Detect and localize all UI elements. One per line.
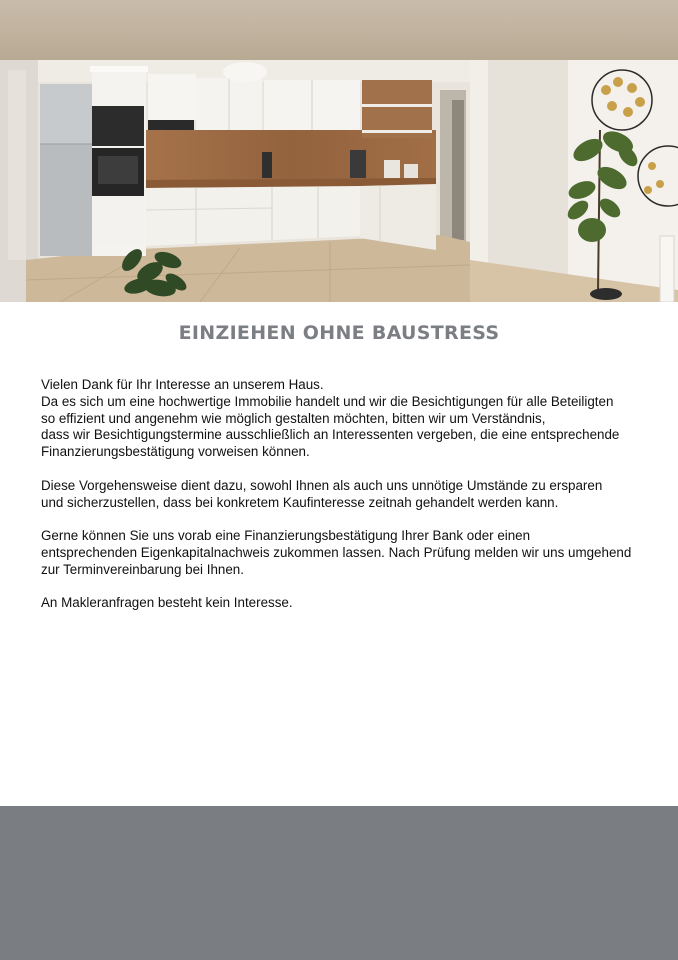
header-band	[0, 0, 678, 60]
paragraph	[41, 377, 651, 461]
text-line: An Makleranfragen besteht kein Interesse.	[41, 595, 293, 611]
paragraph	[41, 528, 651, 578]
body-text	[41, 377, 651, 629]
text-line: dass wir Besichtigungstermine ausschließlich an Interessenten vergeben, die eine entsprechende	[41, 427, 620, 443]
text-line: Diese Vorgehensweise dient dazu, sowohl Ihnen als auch uns unnötige Umstände zu ersparen	[41, 477, 603, 493]
page-title: EINZIEHEN OHNE BAUSTRESS	[178, 322, 500, 344]
paragraph	[41, 595, 651, 612]
footer-band	[0, 806, 678, 960]
text-line: Vielen Dank für Ihr Interesse an unserem Haus.	[41, 377, 324, 392]
text-line: so effizient und angenehm wie möglich gestalten möchten, bitten wir um Verständnis,	[41, 410, 546, 426]
text-line: Gerne können Sie uns vorab eine Finanzierungsbestätigung Ihrer Bank oder einen	[41, 528, 531, 544]
kitchen-photo	[0, 60, 678, 302]
text-line: entsprechenden Eigenkapitalnachweis zukommen lassen. Nach Prüfung melden wir uns umgehend	[41, 544, 632, 560]
paragraph	[41, 478, 651, 512]
text-line: und sicherzustellen, dass bei konkretem Kaufinteresse zeitnah gehandelt werden kann.	[41, 494, 559, 510]
text-line: Da es sich um eine hochwertige Immobilie handelt und wir die Besichtigungen für alle Beteiligten	[41, 393, 614, 409]
text-line: Finanzierungsbestätigung vorweisen können.	[41, 444, 310, 460]
text-line: zur Terminvereinbarung bei Ihnen.	[41, 561, 244, 577]
